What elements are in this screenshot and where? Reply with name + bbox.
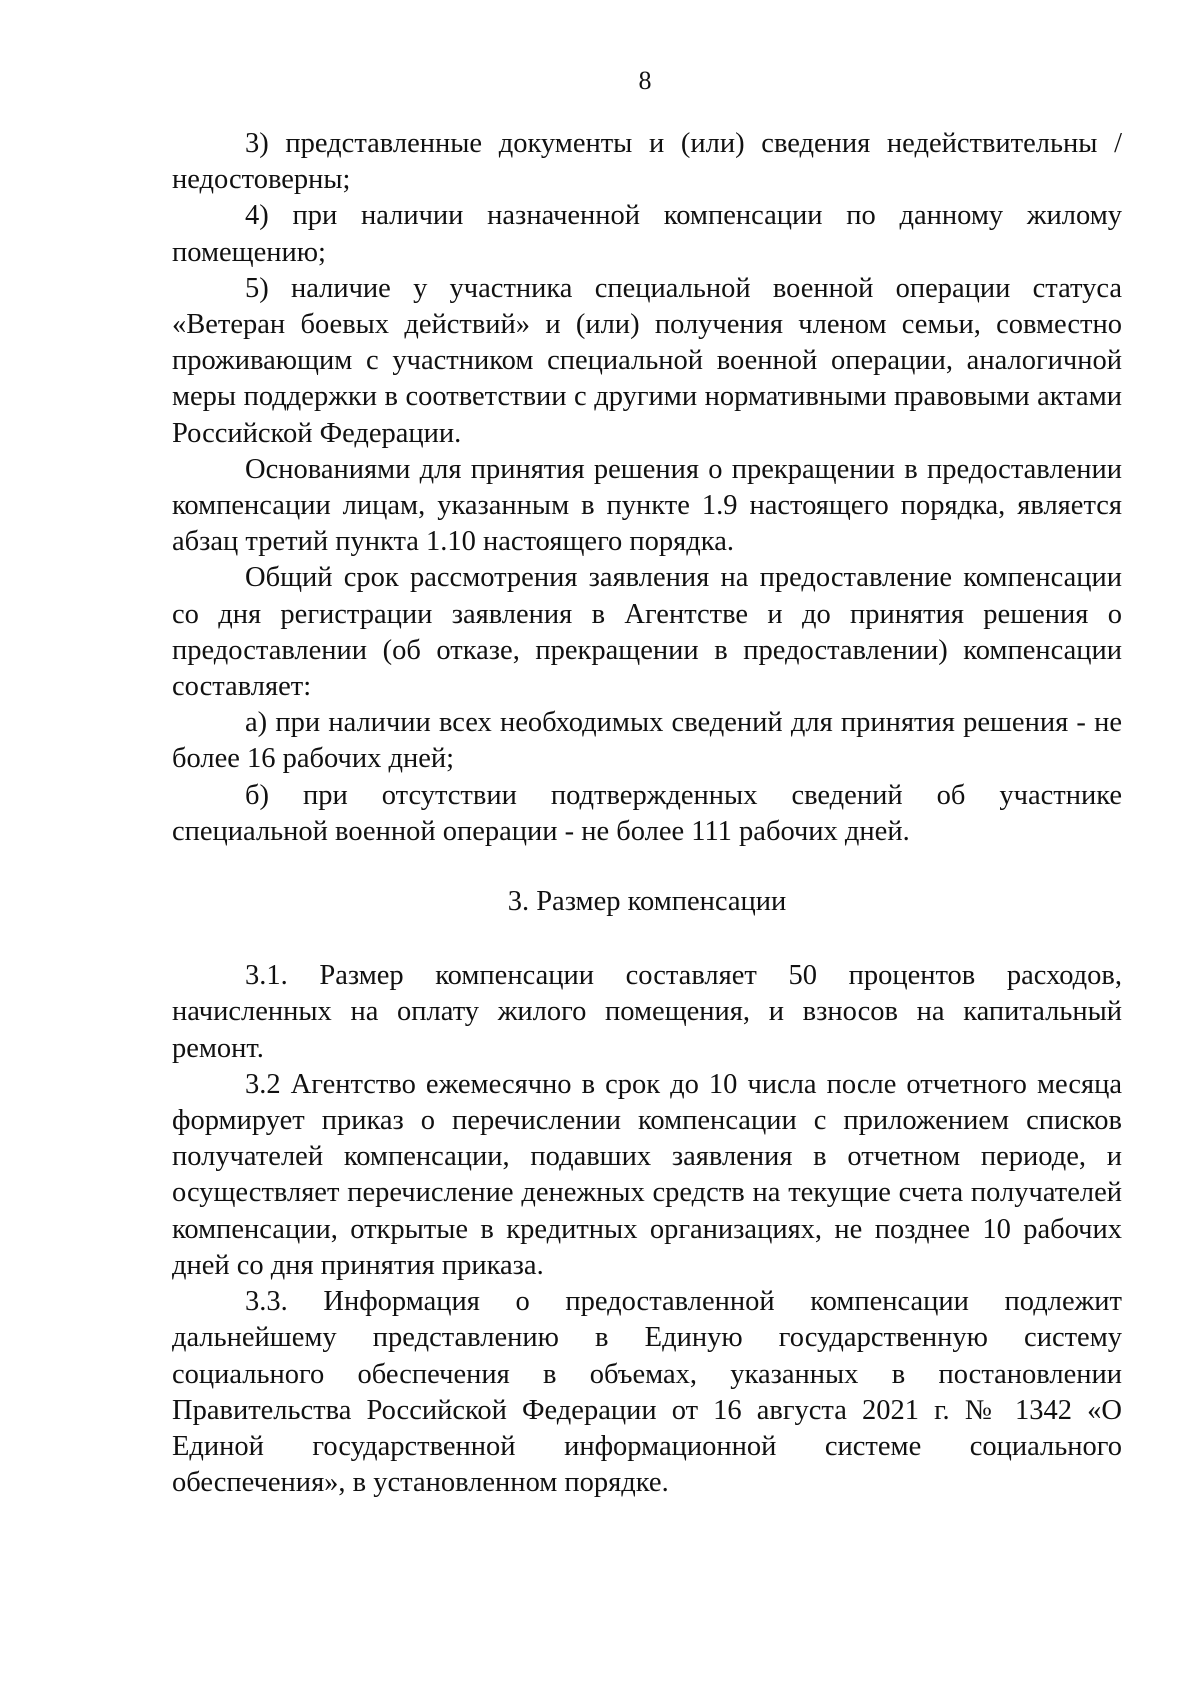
paragraph-3-1: 3.1. Размер компенсации составляет 50 процентов расходов, начисленных на оплату жилого помещения, и взносов на капитальный ремонт. xyxy=(172,960,1122,1064)
page-number: 8 xyxy=(638,66,652,95)
document-body xyxy=(172,126,1122,1501)
section-3-heading: 3. Размер компенсации xyxy=(507,886,787,918)
paragraph-item-b: б) при отсутствии подтвержденных сведений об участнике специальной военной операции - не более 111 рабочих дней. xyxy=(172,779,1122,847)
paragraph-3-3: 3.3. Информация о предоставленной компенсации подлежит дальнейшему представлению в Единую государственную систему социального обеспечения в объемах, указанных в постановлении Правительства Российской Федерации от 16 августа 2021 г. № 1342 «О Единой государственной информационной системе социального обеспечения», в установленном порядке. xyxy=(172,1286,1122,1499)
paragraph-item-5: 5) наличие у участника специальной военной операции статуса «Ветеран боевых действий» и (или) получения членом семьи, совместно проживающим с участником специальной военной операции, аналогичной меры поддержки в соответствии с другими нормативными правовыми актами Российской Федерации. xyxy=(172,272,1122,449)
paragraph-item-4: 4) при наличии назначенной компенсации по данному жилому помещению; xyxy=(172,200,1122,268)
paragraph-3-2: 3.2 Агентство ежемесячно в срок до 10 числа после отчетного месяца формирует приказ о перечислении компенсации с приложением списков получателей компенсации, подавших заявления в отчетном периоде, и осуществляет перечисление денежных средств на текущие счета получателей компенсации, открытые в кредитных организациях, не позднее 10 рабочих дней со дня принятия приказа. xyxy=(172,1068,1122,1281)
paragraph-item-a: а) при наличии всех необходимых сведений для принятия решения - не более 16 рабочих дней; xyxy=(172,707,1122,775)
paragraph-termination-grounds: Основаниями для принятия решения о прекращении в предоставлении компенсации лицам, указанным в пункте 1.9 настоящего порядка, является абзац третий пункта 1.10 настоящего порядка. xyxy=(172,453,1122,558)
paragraph-review-period: Общий срок рассмотрения заявления на предоставление компенсации со дня регистрации заявления в Агентстве и до принятия решения о предоставлении (об отказе, прекращении в предоставлении) компенсации составляет: xyxy=(172,562,1122,703)
paragraph-item-3: 3) представленные документы и (или) сведения недействительны / недостоверны; xyxy=(172,128,1122,196)
